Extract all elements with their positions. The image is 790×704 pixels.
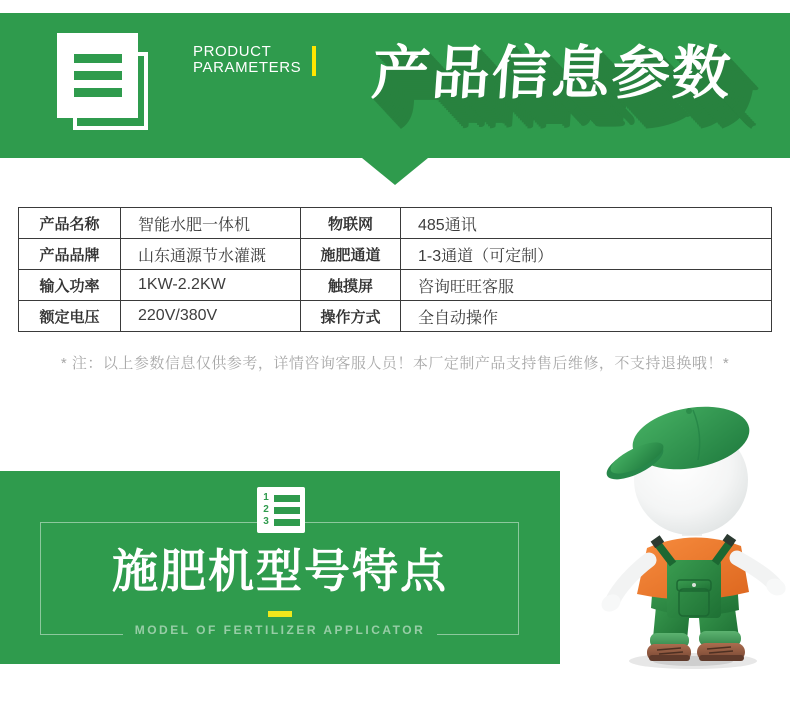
product-parameters-table (18, 207, 772, 332)
eyebrow-line2: PARAMETERS (193, 58, 302, 76)
param-label-cell: 施肥通道 (301, 239, 401, 270)
param-label-cell: 产品名称 (19, 208, 121, 239)
document-line (74, 71, 122, 80)
list-icon-number: 3 (263, 516, 269, 527)
param-value-cell: 咨询旺旺客服 (401, 270, 772, 301)
yellow-underline-dash (268, 611, 292, 617)
yellow-divider-bar (312, 46, 316, 76)
feature-section-title: 施肥机型号特点 (112, 545, 448, 597)
table-row (19, 208, 772, 239)
table-row (19, 270, 772, 301)
param-value-cell: 1KW-2.2KW (121, 270, 301, 301)
page-title: 产品信息参数 (369, 41, 735, 106)
param-label-cell: 物联网 (301, 208, 401, 239)
param-value-cell: 山东通源节水灌溉 (121, 239, 301, 270)
feature-section-subtitle: MODEL OF FERTILIZER APPLICATOR (0, 621, 560, 639)
param-value-cell: 全自动操作 (401, 301, 772, 332)
param-label-cell: 产品品牌 (19, 239, 121, 270)
document-line (74, 54, 122, 63)
document-line (74, 88, 122, 97)
param-value-cell: 220V/380V (121, 301, 301, 332)
eyebrow-line1: PRODUCT (193, 43, 272, 60)
table-row (19, 239, 772, 270)
list-icon-row (257, 506, 305, 514)
header-banner (0, 13, 790, 158)
param-label-cell: 额定电压 (19, 301, 121, 332)
banner-arrow-down (362, 158, 428, 185)
list-icon-row (257, 518, 305, 526)
param-value-cell: 485通讯 (401, 208, 772, 239)
param-value-cell: 智能水肥一体机 (121, 208, 301, 239)
table-row (19, 301, 772, 332)
mascot-farmer-figure (597, 400, 787, 672)
list-icon-bar (274, 495, 300, 502)
list-icon-bar (274, 519, 300, 526)
document-front-page (57, 33, 138, 118)
param-label-cell: 操作方式 (301, 301, 401, 332)
product-parameters-table-body (19, 208, 772, 332)
document-pages-icon (57, 33, 152, 133)
list-icon-bar (274, 507, 300, 514)
param-label-cell: 触摸屏 (301, 270, 401, 301)
feature-section-banner (0, 471, 560, 664)
header-eyebrow (193, 44, 301, 75)
list-icon-number: 1 (263, 492, 269, 503)
list-icon-number: 2 (263, 504, 269, 515)
disclaimer-note: * 注：以上参数信息仅供参考，详情咨询客服人员！本厂定制产品支持售后维修，不支持退换哦！* (60, 355, 730, 372)
numbered-list-icon (257, 487, 305, 533)
param-value-cell: 1-3通道（可定制） (401, 239, 772, 270)
param-label-cell: 输入功率 (19, 270, 121, 301)
list-icon-row (257, 494, 305, 502)
